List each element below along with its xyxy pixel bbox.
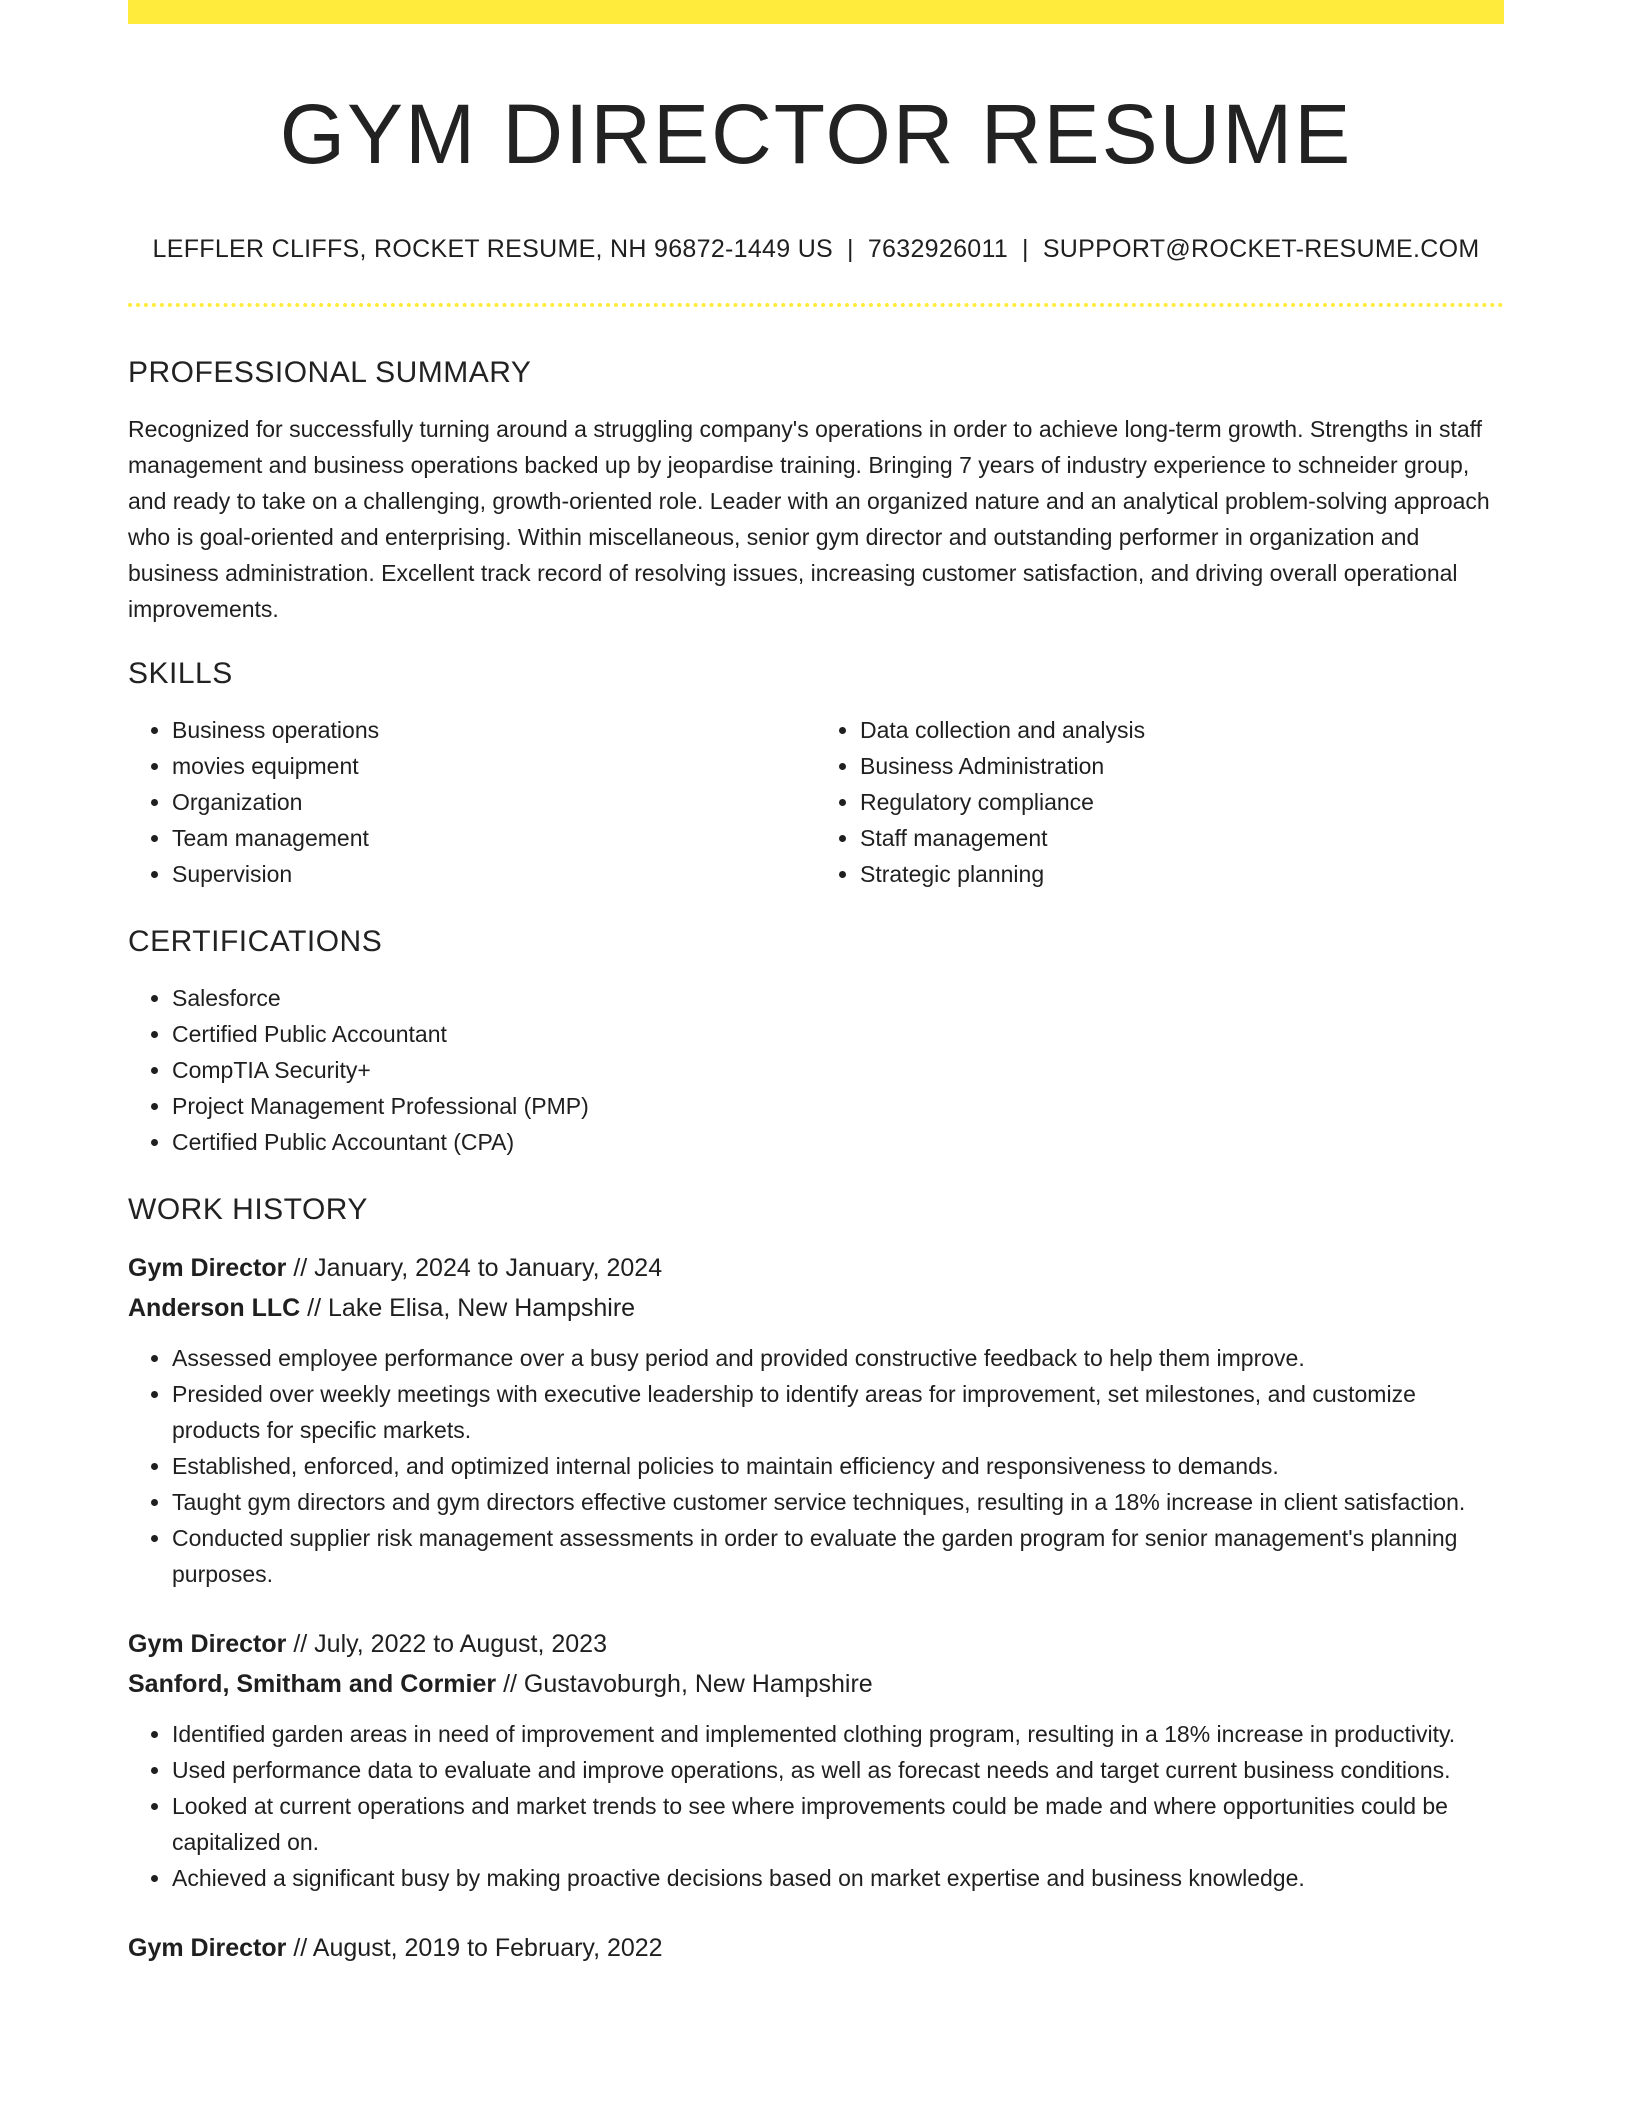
job-title: Gym Director (128, 1254, 287, 1282)
job-company: Anderson LLC (128, 1294, 301, 1322)
summary-heading: PROFESSIONAL SUMMARY (128, 356, 532, 389)
job-bullet: • Presided over weekly meetings with executive leadership to identify areas for improvement, set milestones, and customize products for specific markets. (172, 1376, 1504, 1448)
skill-item: • Regulatory compliance (860, 784, 1504, 820)
dotted-divider (128, 303, 1504, 307)
skill-item: • Business operations (172, 712, 816, 748)
resume-page (128, 0, 1504, 1968)
job-dates: // July, 2022 to August, 2023 (293, 1630, 607, 1658)
certification-item: • CompTIA Security+ (172, 1052, 1504, 1088)
skill-item: • movies equipment (172, 748, 816, 784)
certification-item: • Project Management Professional (PMP) (172, 1088, 1504, 1124)
summary-text: Recognized for successfully turning around a struggling company's operations in order to achieve long-term growth. Strengths in staff management and business operations backed up by jeopardise training. Bringing 7 years of industry experience to schneider group, and ready to take on a challenging, growth-oriented role. Leader with an organized nature and an analytical problem-solving approach who is goal-oriented and enterprising. Within miscellaneous, senior gym director and outstanding performer in organization and business administration. Excellent track record of resolving issues, increasing customer satisfaction, and driving overall operational improvements. (128, 416, 1490, 622)
skills-heading: SKILLS (128, 657, 233, 690)
job-entry (128, 1928, 1504, 1968)
contact-line (128, 232, 1504, 266)
job-company-line (128, 1288, 1504, 1328)
contact-address: LEFFLER CLIFFS, ROCKET RESUME, NH 96872-1449 US (152, 235, 834, 263)
job-title-line (128, 1248, 1504, 1288)
job-dates: // January, 2024 to January, 2024 (293, 1254, 663, 1282)
skills-list-left (128, 712, 816, 892)
job-bullet: • Assessed employee performance over a busy period and provided constructive feedback to help them improve. (172, 1340, 1504, 1376)
job-bullet: • Established, enforced, and optimized internal policies to maintain efficiency and responsiveness to demands. (172, 1448, 1504, 1484)
skill-item: • Organization (172, 784, 816, 820)
contact-separator: | (1022, 235, 1029, 263)
skill-item: • Staff management (860, 820, 1504, 856)
certification-item: • Salesforce (172, 980, 1504, 1016)
job-title-line (128, 1928, 1504, 1968)
job-bullet: • Achieved a significant busy by making proactive decisions based on market expertise and business knowledge. (172, 1860, 1504, 1896)
skills-list-right (816, 712, 1504, 892)
job-company-line (128, 1664, 1504, 1704)
contact-phone: 7632926011 (867, 235, 1009, 263)
job-bullet: • Conducted supplier risk management assessments in order to evaluate the garden program for senior management's planning purposes. (172, 1520, 1504, 1592)
work-history-heading: WORK HISTORY (128, 1193, 368, 1226)
job-location: // Lake Elisa, New Hampshire (307, 1294, 636, 1322)
job-location: // Gustavoburgh, New Hampshire (503, 1670, 873, 1698)
job-dates: // August, 2019 to February, 2022 (293, 1934, 663, 1962)
job-title: Gym Director (128, 1934, 287, 1962)
skill-item: • Supervision (172, 856, 816, 892)
job-entry (128, 1624, 1504, 1896)
job-bullet: • Looked at current operations and market trends to see where improvements could be made and where opportunities could be capitalized on. (172, 1788, 1504, 1860)
certifications-heading: CERTIFICATIONS (128, 925, 383, 958)
job-bullet: • Used performance data to evaluate and improve operations, as well as forecast needs and target current business conditions. (172, 1752, 1504, 1788)
job-bullets (128, 1716, 1504, 1896)
job-title-line (128, 1624, 1504, 1664)
job-company: Sanford, Smitham and Cormier (128, 1670, 497, 1698)
certifications-list (128, 980, 1504, 1160)
contact-separator: | (847, 235, 854, 263)
skill-item: • Data collection and analysis (860, 712, 1504, 748)
job-title: Gym Director (128, 1630, 287, 1658)
job-bullet: • Identified garden areas in need of improvement and implemented clothing program, resulting in a 18% increase in productivity. (172, 1716, 1504, 1752)
resume-title: GYM DIRECTOR RESUME (279, 87, 1353, 181)
certification-item: • Certified Public Accountant (172, 1016, 1504, 1052)
skill-item: • Business Administration (860, 748, 1504, 784)
skill-item: • Strategic planning (860, 856, 1504, 892)
job-bullets (128, 1340, 1504, 1592)
accent-bar (128, 0, 1504, 24)
certification-item: • Certified Public Accountant (CPA) (172, 1124, 1504, 1160)
job-entry (128, 1248, 1504, 1592)
skill-item: • Team management (172, 820, 816, 856)
contact-email: SUPPORT@ROCKET-RESUME.COM (1042, 235, 1480, 263)
job-bullet: • Taught gym directors and gym directors effective customer service techniques, resulting in a 18% increase in client satisfaction. (172, 1484, 1504, 1520)
skills-columns (128, 712, 1504, 892)
